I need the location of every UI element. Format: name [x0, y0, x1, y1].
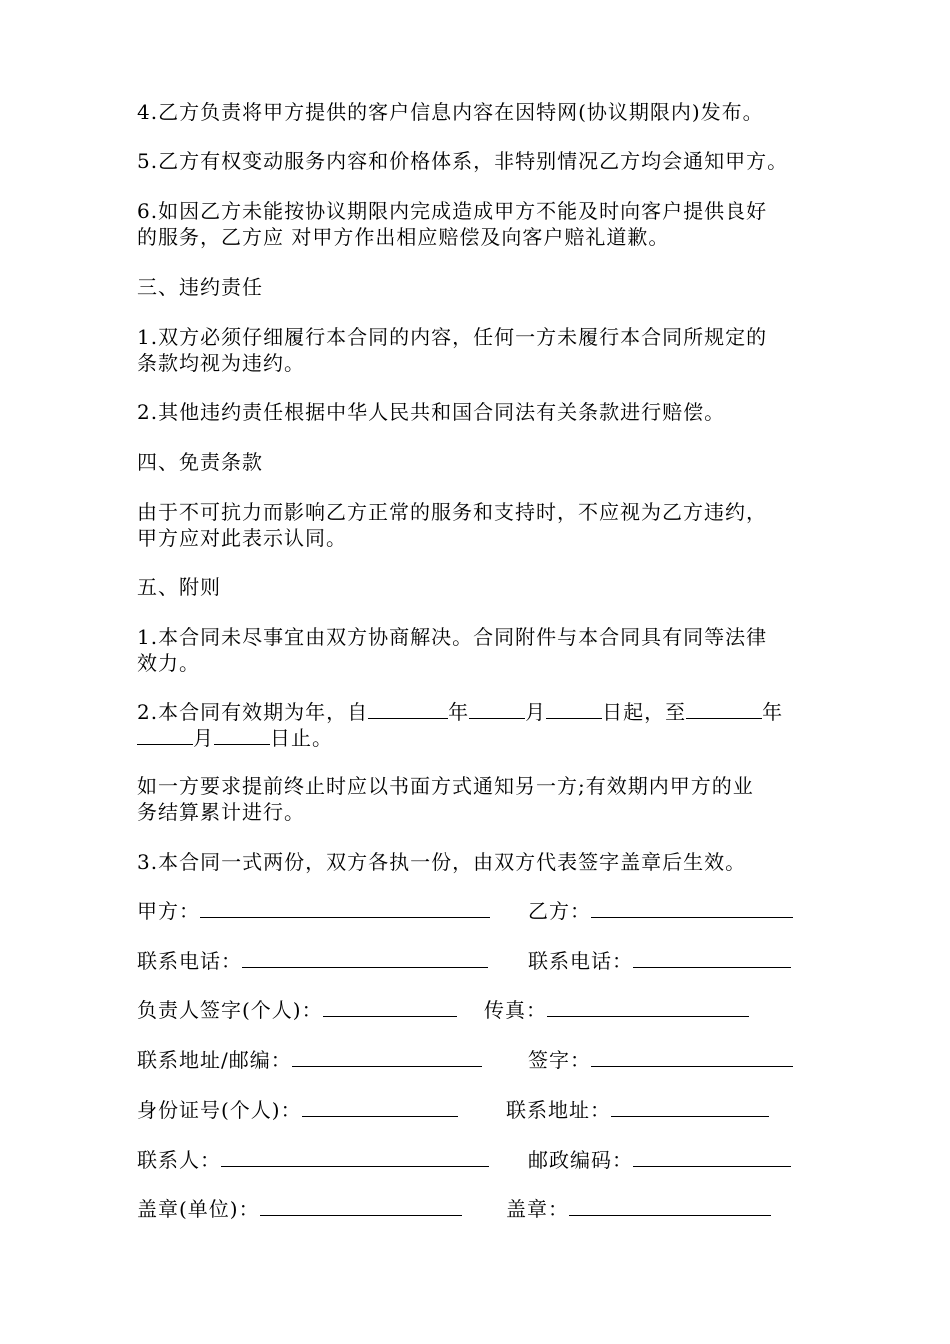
phone-b-label: 联系电话：	[528, 949, 633, 973]
breach-1-line2: 条款均视为违约。	[137, 351, 305, 375]
sign-row	[528, 1048, 793, 1072]
party-a-row	[137, 899, 490, 923]
end-label: 日止。	[270, 726, 333, 750]
breach-1-line1: 1.双方必须仔细履行本合同的内容，任何一方未履行本合同所规定的	[137, 325, 768, 349]
month-label: 月	[525, 700, 547, 724]
rep-sign-row	[137, 998, 457, 1022]
party-b-blank[interactable]	[591, 899, 793, 918]
phone-b-row	[528, 949, 791, 973]
heading-exemption: 四、免责条款	[137, 450, 263, 474]
sign-blank[interactable]	[591, 1048, 793, 1067]
fax-blank[interactable]	[547, 998, 749, 1017]
seal-blank[interactable]	[569, 1197, 771, 1216]
appendix-2-line1	[137, 700, 783, 724]
zip-label: 邮政编码：	[528, 1148, 633, 1172]
appendix-1-line2: 效力。	[137, 651, 200, 675]
party-a-label: 甲方：	[137, 899, 200, 923]
heading-breach: 三、违约责任	[137, 275, 263, 299]
month-label: 月	[193, 726, 214, 750]
id-row	[137, 1098, 458, 1122]
zip-row	[528, 1148, 791, 1172]
fax-label: 传真：	[484, 998, 547, 1022]
address-zip-label: 联系地址/邮编：	[137, 1048, 292, 1072]
rep-sign-blank[interactable]	[323, 998, 457, 1017]
seal-row	[506, 1197, 771, 1221]
contact-blank[interactable]	[221, 1148, 489, 1167]
phone-a-blank[interactable]	[242, 949, 488, 968]
year-label: 年	[448, 700, 470, 724]
party-b-row	[528, 899, 793, 923]
start-year-blank[interactable]	[368, 700, 448, 719]
termination-line1: 如一方要求提前终止时应以书面方式通知另一方;有效期内甲方的业	[137, 774, 754, 798]
clause-6-line2: 的服务，乙方应 对甲方作出相应赔偿及向客户赔礼道歉。	[137, 225, 670, 249]
appendix-2-line2	[137, 726, 333, 750]
validity-text: 2.本合同有效期为年，自	[137, 700, 369, 724]
address-label: 联系地址：	[506, 1098, 611, 1122]
breach-2: 2.其他违约责任根据中华人民共和国合同法有关条款进行赔偿。	[137, 400, 726, 424]
phone-a-row	[137, 949, 488, 973]
seal-unit-row	[137, 1197, 462, 1221]
address-zip-row	[137, 1048, 482, 1072]
zip-blank[interactable]	[633, 1148, 791, 1167]
address-zip-blank[interactable]	[292, 1048, 482, 1067]
end-year-blank[interactable]	[686, 700, 762, 719]
termination-line2: 务结算累计进行。	[137, 800, 305, 824]
seal-unit-blank[interactable]	[260, 1197, 462, 1216]
party-a-blank[interactable]	[200, 899, 490, 918]
phone-a-label: 联系电话：	[137, 949, 242, 973]
party-b-label: 乙方：	[528, 899, 591, 923]
address-blank[interactable]	[611, 1098, 769, 1117]
end-month-blank[interactable]	[137, 726, 193, 745]
year-label: 年	[762, 700, 784, 724]
from-to-label: 日起，至	[602, 700, 687, 724]
clause-6-line1: 6.如因乙方未能按协议期限内完成造成甲方不能及时向客户提供良好	[137, 199, 768, 223]
phone-b-blank[interactable]	[633, 949, 791, 968]
contact-label: 联系人：	[137, 1148, 221, 1172]
rep-sign-label: 负责人签字(个人)：	[137, 998, 323, 1022]
exemption-line1: 由于不可抗力而影响乙方正常的服务和支持时，不应视为乙方违约，	[137, 500, 767, 524]
exemption-line2: 甲方应对此表示认同。	[137, 526, 347, 550]
clause-5: 5.乙方有权变动服务内容和价格体系，非特别情况乙方均会通知甲方。	[137, 149, 789, 173]
start-month-blank[interactable]	[469, 700, 525, 719]
id-label: 身份证号(个人)：	[137, 1098, 302, 1122]
end-day-blank[interactable]	[214, 726, 270, 745]
clause-4: 4.乙方负责将甲方提供的客户信息内容在因特网(协议期限内)发布。	[137, 100, 764, 124]
start-day-blank[interactable]	[546, 700, 602, 719]
appendix-3: 3.本合同一式两份，双方各执一份，由双方代表签字盖章后生效。	[137, 850, 747, 874]
seal-unit-label: 盖章(单位)：	[137, 1197, 260, 1221]
appendix-1-line1: 1.本合同未尽事宜由双方协商解决。合同附件与本合同具有同等法律	[137, 625, 768, 649]
heading-appendix: 五、附则	[137, 575, 221, 599]
seal-label: 盖章：	[506, 1197, 569, 1221]
address-row	[506, 1098, 769, 1122]
id-blank[interactable]	[302, 1098, 458, 1117]
fax-row	[484, 998, 749, 1022]
sign-label: 签字：	[528, 1048, 591, 1072]
contact-row	[137, 1148, 489, 1172]
